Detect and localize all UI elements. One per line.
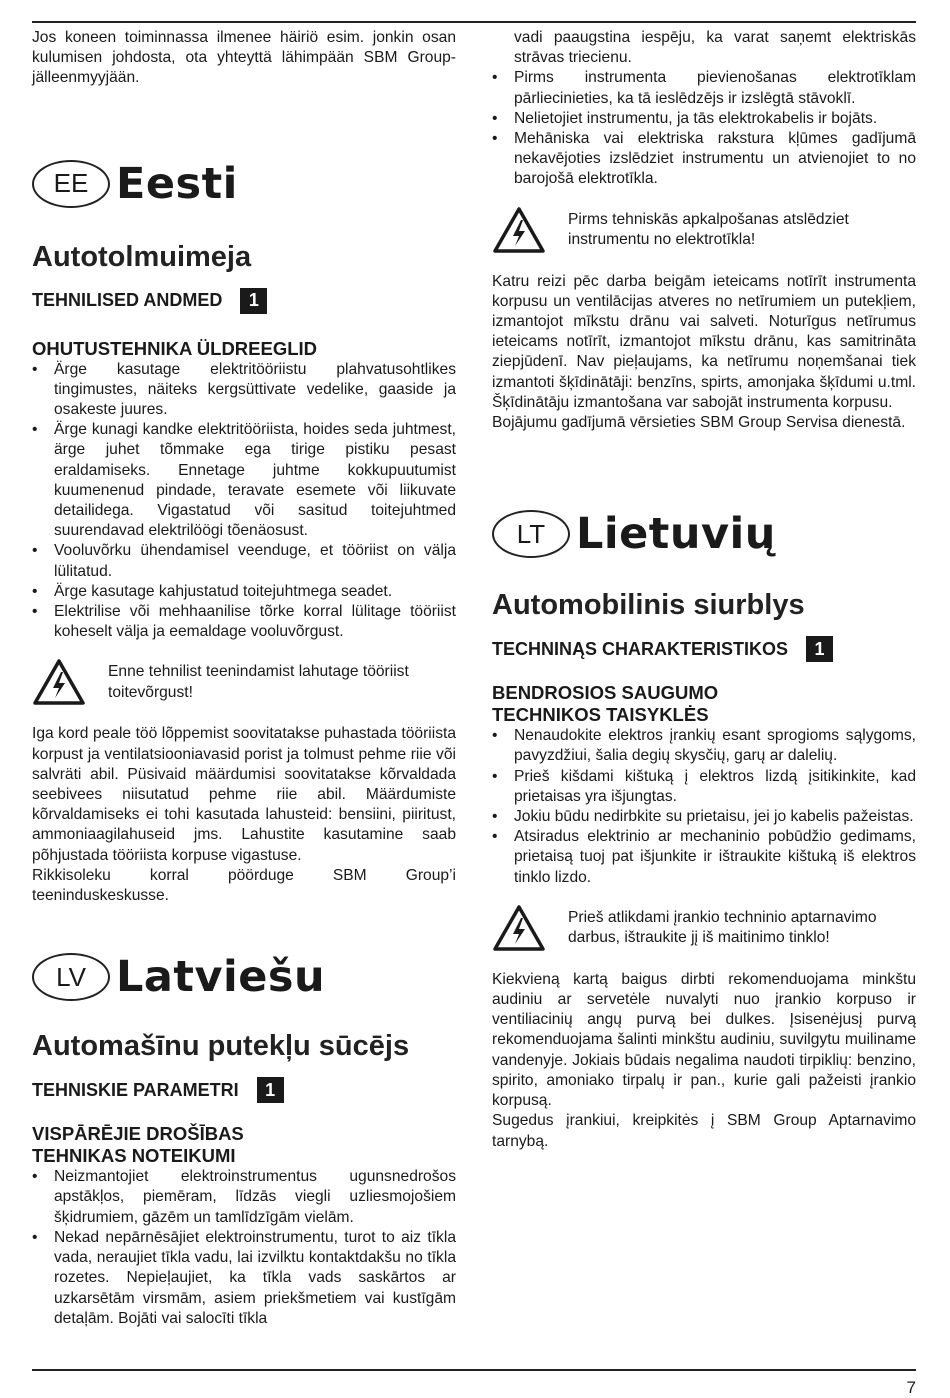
electric-hazard-icon [492, 206, 546, 254]
warning-text: Pirms tehniskās apkalpošanas atslēdziet instrumentu no elektrotīkla! [568, 210, 849, 248]
section-header-estonian [32, 153, 456, 215]
continued-text: vadi paaugstina iespēju, ka varat saņemt elektriskās strāvas triecienu. [514, 29, 916, 67]
safety-rules-heading-line2: TECHNIKOS TAISYKLĖS [492, 704, 709, 726]
list-item: • Ärge kunagi kandke elektritööriista, hoides seda juhtmest, ärge juhet tõmmake ega tirige pistiku pesast eraldamiseks. Ennetage juhtme kokkupuutumist kuumenenud pindade, teravate esemete või liikuvate detailidega. Vigastatud või sasitud toitejuhtmed suurendavad elektrilöögi tõenäosust. [32, 420, 456, 541]
language-code-badge: LV [32, 953, 110, 1001]
warning-text: Enne tehnilist teenindamist lahutage tööriist toitevõrgust! [108, 663, 409, 701]
top-rule [32, 21, 916, 23]
list-item: • Nenaudokite elektros įrankių esant sprogioms sąlygoms, pavyzdžiui, šalia degių skysčių, garų ar dalelių. [492, 726, 916, 766]
figure-number-badge: 1 [257, 1077, 284, 1103]
list-item: • Ärge kasutage kahjustatud toitejuhtmega seadet. [32, 582, 456, 602]
safety-list [32, 1167, 456, 1329]
language-title: Lietuvių [576, 509, 776, 560]
safety-rules-heading-line2: TEHNIKAS NOTEIKUMI [32, 1145, 236, 1167]
service-paragraph: Rikkisoleku korral pöörduge SBM Group’i teeninduskeskusse. [32, 866, 456, 905]
language-title: Latviešu [116, 952, 326, 1003]
tech-data-label: TECHNINĄS CHARAKTERISTIKOS [492, 638, 789, 659]
list-item: • Atsiradus elektrinio ar mechaninio pobūdžio gedimams, prietaisą tuoj pat išjunkite ir ištraukite kištuką iš elektros tinklo lizdo. [492, 827, 916, 888]
product-title: Autotolmuimeja [32, 240, 252, 273]
safety-list [492, 68, 916, 189]
list-item: • Elektrilise või mehhaanilise tõrke korral lülitage tööriist koheselt välja ja eemaldage vooluvõrgust. [32, 602, 456, 642]
safety-rules-heading: OHUTUSTEHNIKA ÜLDREEGLID [32, 337, 318, 359]
figure-number-badge: 1 [240, 288, 267, 314]
language-title: Eesti [116, 158, 238, 209]
list-item: • Vooluvõrku ühendamisel veenduge, et tööriist on välja lülitatud. [32, 541, 456, 581]
safety-rules-heading: VISPĀRĒJIE DROŠĪBAS [32, 1123, 244, 1145]
care-paragraph: Iga kord peale töö lõppemist soovitatakse puhastada tööriista korpust ja ventilatsiooniavasid porist ja tolmust pehme riie või salvräti abil. Püsivaid määrdumisi soovitatakse kõrvaldada seebivees niisutatud pehme riie abil. Määrdumiste kõrvaldamiseks ei tohi kasutada lahusteid: bensiini, piiritust, ammoniaagilahuseid jms. Lahustite kasutamine saab põhjustada tööriista korpuse vigastuse. [32, 725, 456, 864]
list-item: • Nekad nepārnēsājiet elektroinstrumentu, turot to aiz tīkla vada, neraujiet tīkla vadu, lai izvilktu kontaktdakšu no tīkla rozetes. Nepieļaujiet, ka tīkla vads saskārtos ar uzkarsētām virsmām, asiem priekšmetiem vai kustīgām detaļām. Bojāti vai salocīti tīkla [32, 1228, 456, 1329]
language-code-badge: EE [32, 160, 110, 208]
safety-rules-heading: BENDROSIOS SAUGUMO [492, 682, 719, 704]
warning-block [492, 206, 916, 254]
safety-list [32, 360, 456, 643]
tech-data-heading [492, 636, 916, 662]
tech-data-heading [32, 1077, 456, 1103]
product-title: Automašīnu putekļu sūcējs [32, 1030, 410, 1063]
tech-data-label: TEHNISKIE PARAMETRI [32, 1079, 239, 1100]
figure-number-badge: 1 [806, 636, 833, 662]
list-item: • Mehāniska vai elektriska rakstura kļūmes gadījumā nekavējoties izslēdziet instrumentu un atvienojiet to no barojošā elektrotīkla. [492, 129, 916, 190]
care-paragraph: Kiekvieną kartą baigus dirbti rekomenduojama minkštu audiniu ar servetėle nuvalyti nuo įrankio korpuso ir ventiliacinių angų purvą bei dulkes. Įsisenėjusį purvą rekomenduojama šalinti minkštu audiniu, suvilgytu muiliname vandenyje. Jokiais būdais negalima naudoti tirpiklių: benzino, spirito, amoniako tirpalų ir pan., kurie gali pažeisti įrankio korpusą. [492, 970, 916, 1110]
intro-paragraph: Jos koneen toiminnassa ilmenee häiriö esim. jonkin osan kulumisen johdosta, ota yhteyttä lähimpään SBM Group-jälleenmyyjään. [32, 29, 456, 87]
left-column [32, 28, 456, 1329]
page-number: 7 [906, 1378, 916, 1397]
tech-data-heading [32, 288, 456, 314]
list-item: • Nelietojiet instrumentu, ja tās elektrokabelis ir bojāts. [492, 109, 916, 129]
warning-text: Prieš atlikdami įrankio techninio aptarnavimo darbus, ištraukite jį iš maitinimo tinklo! [568, 908, 877, 947]
language-code-badge: LT [492, 510, 570, 558]
warning-block [32, 658, 456, 706]
section-header-lithuanian [492, 503, 916, 565]
list-item: • Neizmantojiet elektroinstrumentus ugunsnedrošos apstākļos, piemēram, līdzās viegli uzliesmojošiem šķidrumiem, gāzēm un tamlīdzīgām vielām. [32, 1167, 456, 1228]
section-header-latvian [32, 946, 456, 1008]
care-paragraph: Katru reizi pēc darba beigām ieteicams notīrīt instrumenta korpusu un ventilācijas atveres no netīrumiem un putekļiem, izmantojot mīkstu drānu vai salveti. Noturīgus netīrumus ieteicams notīrīt, izmantojot mīkstu drānu, kas samitrināta ziepjūdenī. Nav pieļaujams, ka netīrumu noņemšanai tiek izmantoti šķīdinātāji: benzīns, spirts, amonjaka šķīdumi u.tml. Šķīdinātāju izmantošana var sabojāt instrumenta korpusu. [492, 272, 916, 411]
tech-data-label: TEHNILISED ANDMED [32, 290, 223, 311]
safety-list [492, 726, 916, 888]
list-item: • Ärge kasutage elektritööriistu plahvatusohtlikes tingimustes, näiteks kergsüttivate vedelike, gaaside ja osakeste juures. [32, 360, 456, 421]
electric-hazard-icon [32, 658, 86, 706]
service-paragraph: Sugedus įrankiui, kreipkitės į SBM Group Aptarnavimo tarnybą. [492, 1112, 916, 1150]
list-item: • Prieš kišdami kištuką į elektros lizdą įsitikinkite, kad prietaisas yra išjungtas. [492, 767, 916, 807]
list-item: • Jokiu būdu nedirbkite su prietaisu, jei jo kabelis pažeistas. [492, 807, 916, 827]
warning-block [492, 904, 916, 952]
service-paragraph: Bojājumu gadījumā vērsieties SBM Group Servisa dienestā. [492, 414, 906, 432]
bottom-rule [32, 1369, 916, 1371]
product-title: Automobilinis siurblys [492, 589, 805, 622]
list-item: • Pirms instrumenta pievienošanas elektrotīklam pārliecinieties, ka tā ieslēdzējs ir izslēgtā stāvoklī. [492, 68, 916, 108]
electric-hazard-icon [492, 904, 546, 952]
right-column [492, 28, 916, 1152]
